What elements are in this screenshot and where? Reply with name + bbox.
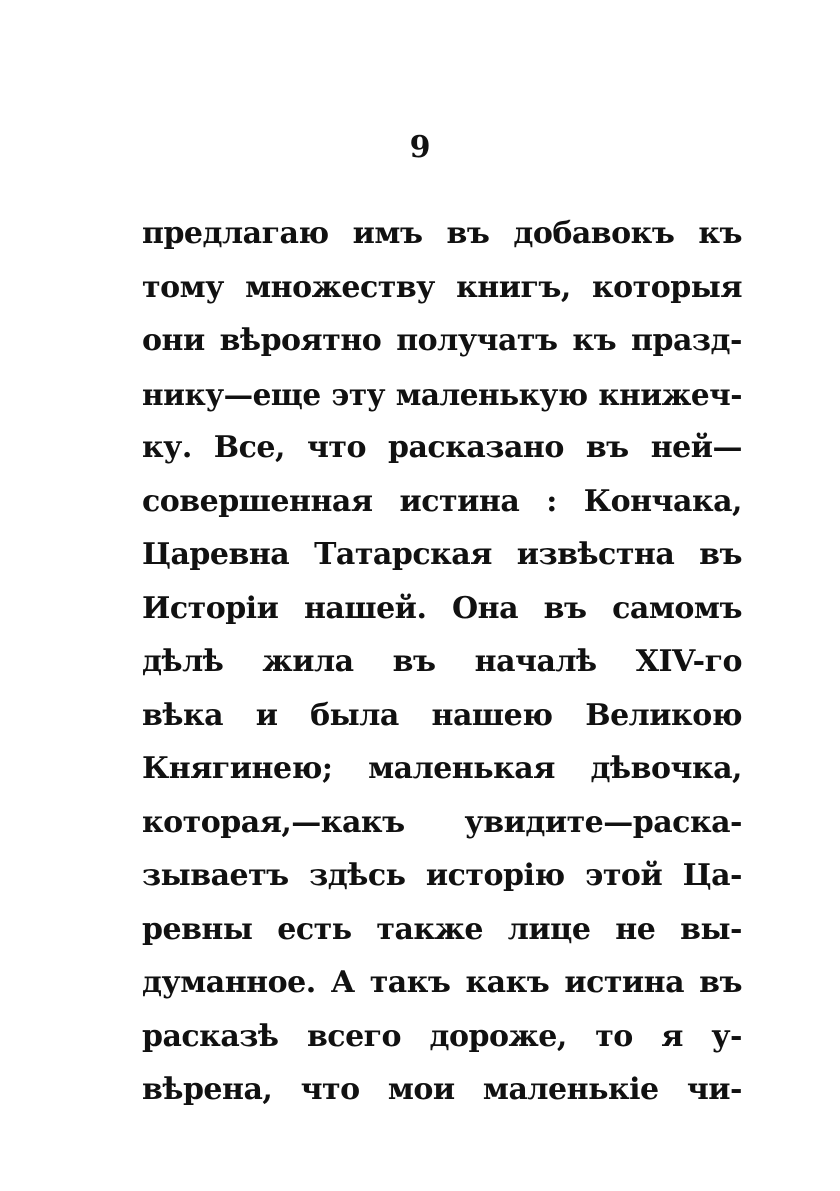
text-line: Царевна Татарская извѣстна въ xyxy=(142,537,742,572)
text-line: вѣрена, что мои маленькіе чи- xyxy=(142,1072,742,1107)
text-line: Исторіи нашей. Она въ самомъ xyxy=(142,590,742,626)
text-line: думанное. А такъ какъ истина въ xyxy=(142,965,742,1000)
text-line: ревны есть также лице не вы- xyxy=(142,911,742,947)
text-line: нику—еще эту маленькую книжеч- xyxy=(142,376,742,412)
text-line: дѣлѣ жила въ началѣ XIV-го xyxy=(142,644,742,679)
text-line: которая,—какъ увидите—раска- xyxy=(142,804,742,840)
body-text xyxy=(142,207,742,1117)
text-line: они вѣроятно получатъ къ празд- xyxy=(142,323,742,358)
text-line: вѣка и была нашею Великою xyxy=(142,697,742,733)
text-line: Княгинею; маленькая дѣвочка, xyxy=(142,751,742,786)
text-line: предлагаю имъ въ добавокъ къ xyxy=(142,216,742,251)
text-line: ку. Все, что расказано въ ней— xyxy=(142,430,742,465)
text-line: тому множеству книгъ, которыя xyxy=(142,269,742,305)
text-line: совершенная истина : Кончака, xyxy=(142,483,742,519)
text-line: расказѣ всего дороже, то я у- xyxy=(142,1018,742,1054)
page-number: 9 xyxy=(409,130,431,165)
text-line: зываетъ здѣсь исторію этой Ца- xyxy=(142,858,742,893)
